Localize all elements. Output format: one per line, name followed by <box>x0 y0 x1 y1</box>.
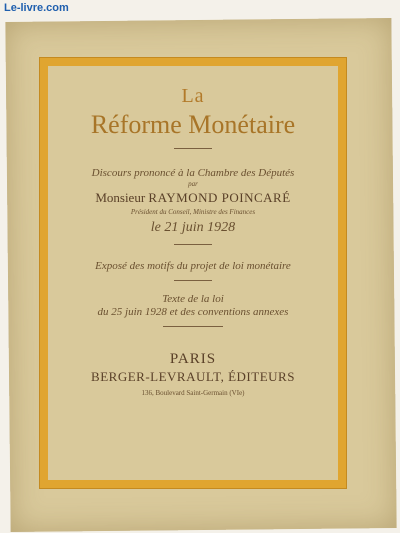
divider <box>174 280 212 281</box>
speech-date: le 21 juin 1928 <box>150 220 236 235</box>
book-title: Réforme Monétaire <box>90 110 296 139</box>
author-prefix: Monsieur <box>95 190 149 205</box>
speech-line: Discours prononcé à la Chambre des Députés <box>91 167 295 179</box>
watermark: Le-livre.com <box>4 2 69 14</box>
title-article: La <box>181 85 205 107</box>
publisher-city: PARIS <box>169 351 217 367</box>
author-title: Président du Conseil, Ministre des Finances <box>130 208 256 216</box>
publisher-name: BERGER-LEVRAULT, ÉDITEURS <box>91 369 295 384</box>
divider <box>174 148 212 149</box>
by-label: par <box>188 180 198 188</box>
divider <box>174 244 212 245</box>
divider <box>163 326 223 327</box>
publisher-address: 136, Boulevard Saint-Germain (VIe) <box>141 389 245 397</box>
law-text-line-1: Texte de la loi <box>162 293 224 305</box>
author-name: RAYMOND POINCARÉ <box>148 190 291 205</box>
law-text-line-2: du 25 juin 1928 et des conventions annexes <box>97 306 289 318</box>
expose-line: Exposé des motifs du projet de loi monétaire <box>95 260 291 272</box>
author <box>48 190 338 206</box>
cover-text <box>48 48 338 397</box>
